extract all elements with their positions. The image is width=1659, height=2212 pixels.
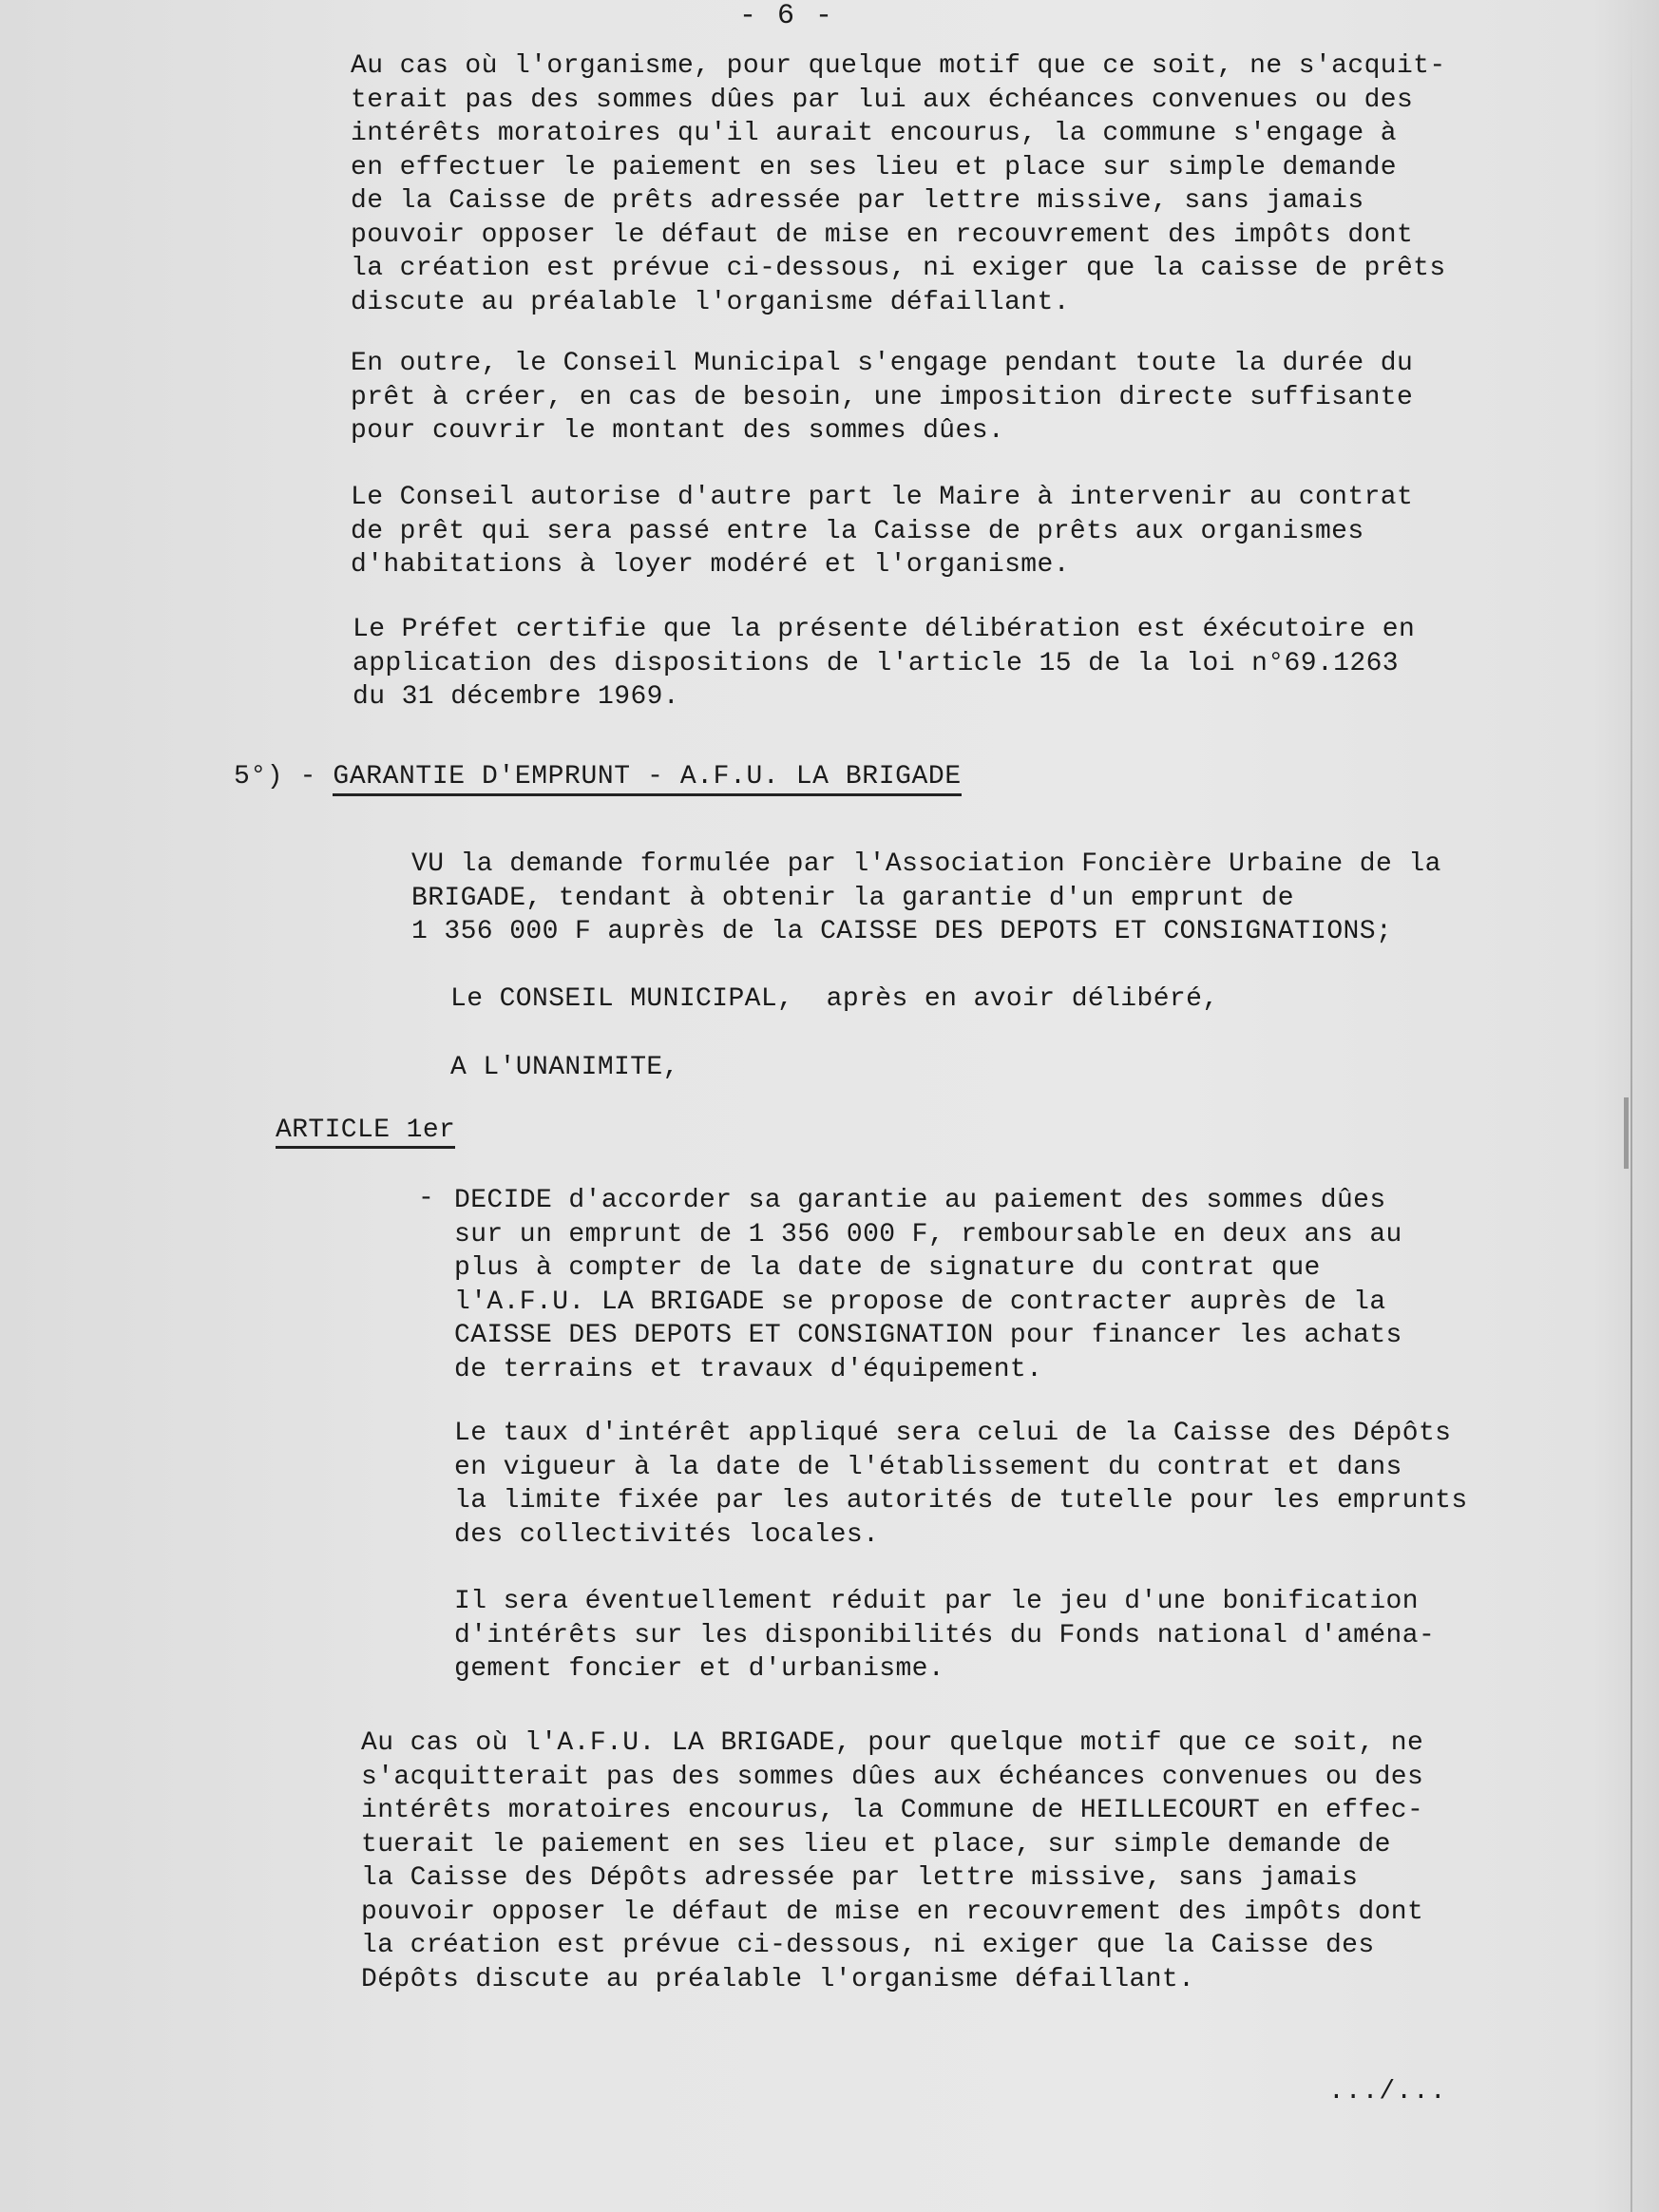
text-line: CAISSE DES DEPOTS ET CONSIGNATION pour financer les achats bbox=[454, 1321, 1402, 1350]
text-line: d'intérêts sur les disponibilités du Fonds national d'aména- bbox=[454, 1620, 1436, 1650]
text-line: DECIDE d'accorder sa garantie au paiement des sommes dûes bbox=[454, 1186, 1386, 1215]
unanimity-statement: A L'UNANIMITE, bbox=[450, 1053, 679, 1082]
text-line: terait pas des sommes dûes par lui aux échéances convenues ou des bbox=[351, 85, 1414, 115]
continuation-mark: .../... bbox=[1328, 2077, 1447, 2107]
paragraph-municipal-commitment bbox=[351, 347, 1413, 448]
paragraph-rate-reduction bbox=[454, 1585, 1435, 1687]
text-line: intérêts moratoires encourus, la Commune de HEILLECOURT en effec- bbox=[361, 1796, 1424, 1825]
page-edge-mark bbox=[1624, 1097, 1629, 1169]
text-line: de la Caisse de prêts adressée par lettre missive, sans jamais bbox=[351, 186, 1364, 216]
text-line: tuerait le paiement en ses lieu et place, sur simple demande de bbox=[361, 1829, 1391, 1859]
text-line: discute au préalable l'organisme défaillant. bbox=[351, 287, 1070, 317]
text-line: gement foncier et d'urbanisme. bbox=[454, 1654, 945, 1684]
text-line: Au cas où l'organisme, pour quelque motif que ce soit, ne s'acquit- bbox=[351, 51, 1446, 81]
text-line: plus à compter de la date de signature du contrat que bbox=[454, 1253, 1321, 1283]
text-line: la création est prévue ci-dessous, ni exiger que la Caisse des bbox=[361, 1931, 1375, 1960]
text-line: du 31 décembre 1969. bbox=[353, 682, 680, 712]
text-line: 1 356 000 F auprès de la CAISSE DES DEPOTS ET CONSIGNATIONS; bbox=[411, 917, 1393, 946]
text-line: la création est prévue ci-dessous, ni exiger que la caisse de prêts bbox=[351, 254, 1446, 283]
text-line: la limite fixée par les autorités de tutelle pour les emprunts bbox=[454, 1486, 1468, 1516]
section-title: GARANTIE D'EMPRUNT - A.F.U. LA BRIGADE bbox=[333, 762, 961, 796]
text-line: Le Conseil autorise d'autre part le Maire à intervenir au contrat bbox=[351, 483, 1414, 512]
page-number: - 6 - bbox=[739, 0, 835, 32]
text-line: En outre, le Conseil Municipal s'engage pendant toute la durée du bbox=[351, 349, 1414, 378]
text-line: prêt à créer, en cas de besoin, une imposition directe suffisante bbox=[351, 382, 1414, 412]
text-line: BRIGADE, tendant à obtenir la garantie d'un emprunt de bbox=[411, 883, 1294, 913]
text-line: VU la demande formulée par l'Association Foncière Urbaine de la bbox=[411, 849, 1441, 879]
paragraph-interest-rate bbox=[454, 1417, 1468, 1552]
text-line: pouvoir opposer le défaut de mise en recouvrement des impôts dont bbox=[361, 1897, 1424, 1927]
text-line: Dépôts discute au préalable l'organisme défaillant. bbox=[361, 1964, 1195, 1994]
paragraph-afu-default-clause bbox=[361, 1726, 1423, 1996]
text-line: en effectuer le paiement en ses lieu et place sur simple demande bbox=[351, 152, 1397, 182]
paragraph-vu-request bbox=[411, 848, 1441, 949]
section-heading bbox=[234, 762, 962, 791]
text-line: Le Préfet certifie que la présente délibération est éxécutoire en bbox=[353, 615, 1416, 644]
article-heading: ARTICLE 1er bbox=[276, 1116, 455, 1149]
page-edge bbox=[1630, 0, 1632, 2212]
text-line: Il sera éventuellement réduit par le jeu d'une bonification bbox=[454, 1587, 1419, 1616]
paragraph-mayor-authorization bbox=[351, 481, 1413, 582]
text-line: d'habitations à loyer modéré et l'organisme. bbox=[351, 550, 1070, 580]
text-line: Au cas où l'A.F.U. LA BRIGADE, pour quelque motif que ce soit, ne bbox=[361, 1728, 1424, 1758]
text-line: en vigueur à la date de l'établissement du contrat et dans bbox=[454, 1452, 1402, 1482]
text-line: sur un emprunt de 1 356 000 F, remboursable en deux ans au bbox=[454, 1219, 1402, 1249]
text-line: de prêt qui sera passé entre la Caisse de prêts aux organismes bbox=[351, 516, 1364, 546]
text-line: de terrains et travaux d'équipement. bbox=[454, 1354, 1043, 1384]
paragraph-decision bbox=[454, 1184, 1402, 1386]
text-line: la Caisse des Dépôts adressée par lettre missive, sans jamais bbox=[361, 1863, 1359, 1893]
council-deliberation: Le CONSEIL MUNICIPAL, après en avoir délibéré, bbox=[450, 984, 1219, 1014]
paragraph-prefect-certification bbox=[353, 613, 1415, 715]
text-line: s'acquitterait pas des sommes dûes aux échéances convenues ou des bbox=[361, 1762, 1424, 1792]
text-line: des collectivités locales. bbox=[454, 1519, 880, 1550]
text-line: Le taux d'intérêt appliqué sera celui de la Caisse des Dépôts bbox=[454, 1419, 1452, 1448]
section-number: 5°) - bbox=[234, 762, 334, 791]
paragraph-default-guarantee bbox=[351, 49, 1446, 319]
text-line: application des dispositions de l'article 15 de la loi n°69.1263 bbox=[353, 648, 1399, 678]
text-line: l'A.F.U. LA BRIGADE se propose de contracter auprès de la bbox=[454, 1287, 1386, 1317]
list-dash: - bbox=[418, 1184, 434, 1213]
text-line: intérêts moratoires qu'il aurait encourus, la commune s'engage à bbox=[351, 119, 1397, 148]
text-line: pour couvrir le montant des sommes dûes. bbox=[351, 416, 1005, 446]
text-line: pouvoir opposer le défaut de mise en recouvrement des impôts dont bbox=[351, 219, 1414, 250]
